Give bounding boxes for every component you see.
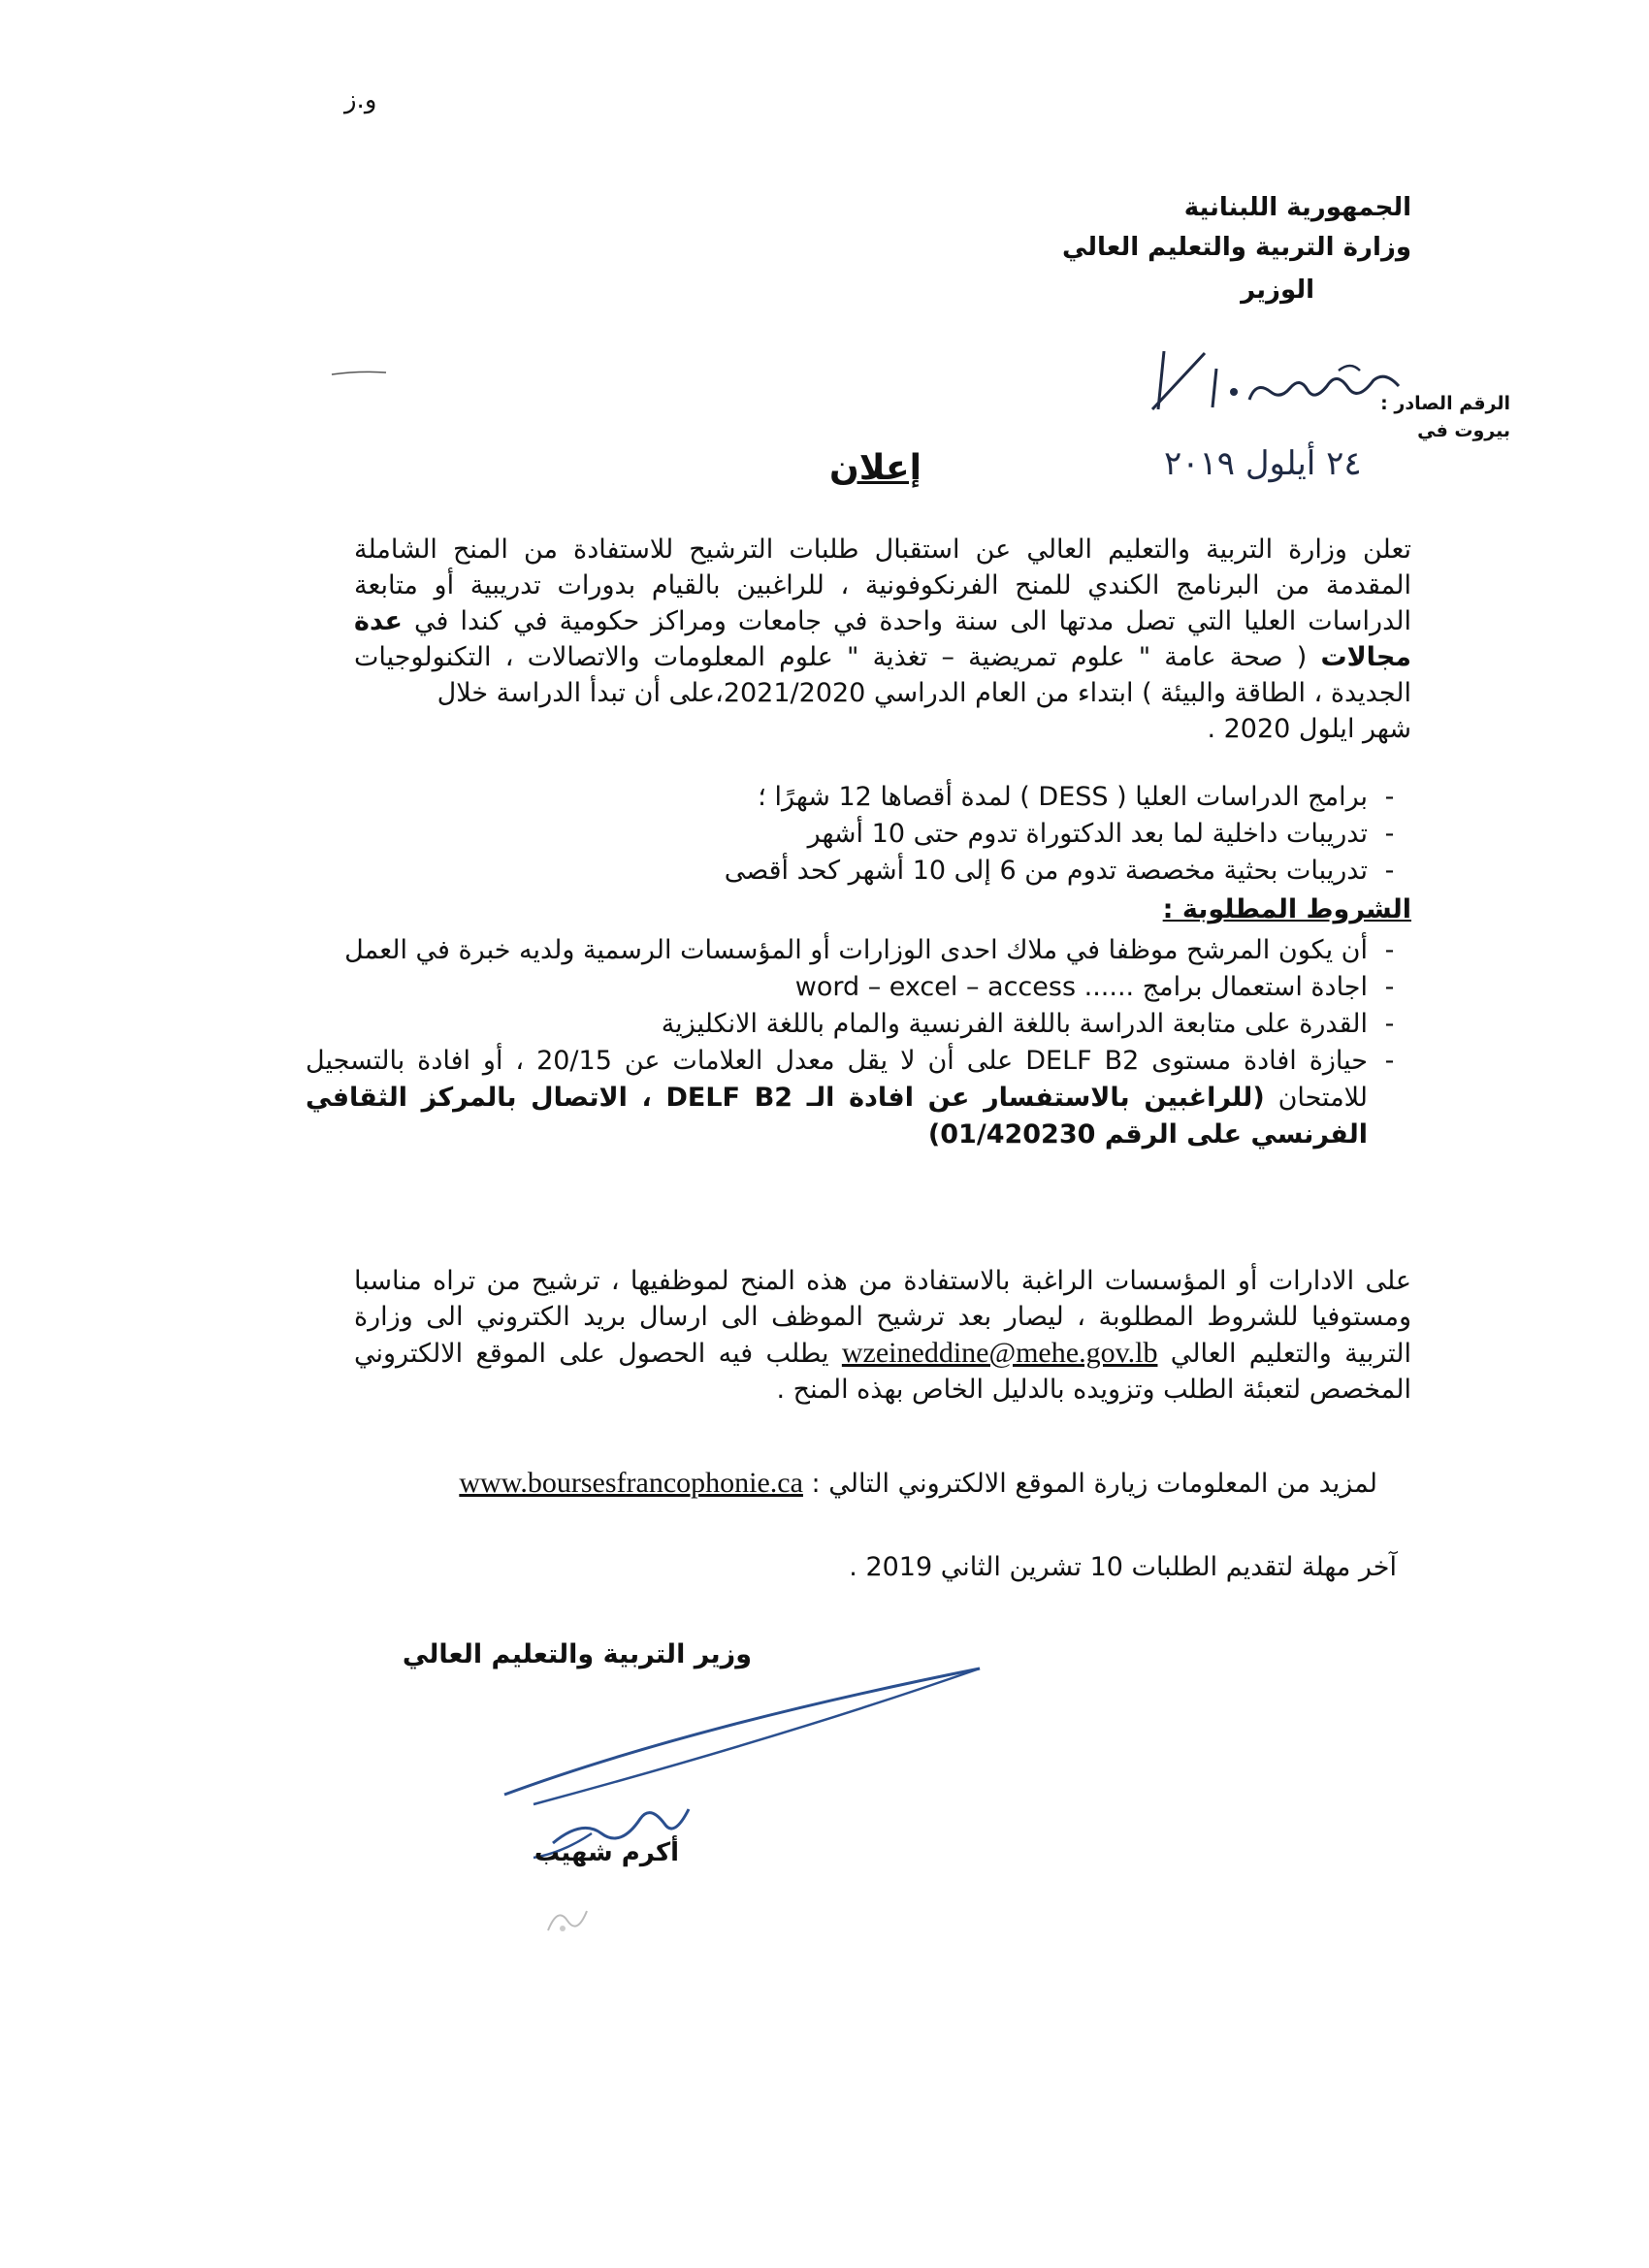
reference-label: الرقم الصادر : <box>1380 393 1510 414</box>
list-item: - اجادة استعمال برامج ...... word – excel – access <box>794 972 1395 1002</box>
conditions-list <box>306 932 1411 1153</box>
list-item: - حيازة افادة مستوى DELF B2 على أن لا يقل معدل العلامات عن 20/15 ، أو افادة بالتسجيل للامتحان (للراغبين بالاستفسار عن افادة الـ DELF B2 ، الاتصال بالمركز الثقافي الفرنسي على الرقم 01/420230) <box>306 1046 1395 1150</box>
ministry-name: وزارة التربية والتعليم العالي <box>1061 233 1411 262</box>
signature-title: وزير التربية والتعليم العالي <box>402 1639 752 1669</box>
website-link[interactable]: www.boursesfrancophonie.ca <box>459 1467 803 1499</box>
submission-paragraph <box>354 1263 1411 1408</box>
pen-mark <box>330 369 388 378</box>
website-paragraph <box>459 1467 1377 1500</box>
intro-last-line: شهر ايلول 2020 . <box>1207 714 1411 744</box>
list-item: - القدرة على متابعة الدراسة باللغة الفرنسية والمام باللغة الانكليزية <box>661 1009 1395 1039</box>
delf-text: حيازة افادة مستوى DELF B2 على أن لا يقل معدل العلامات عن 20/15 ، أو افادة بالتسجيل للامتحان <box>306 1046 1368 1113</box>
submission-text-before: على الادارات أو المؤسسات الراغبة بالاستفادة من هذه المنح لموظفيها ، ترشيح من تراه مناسبا ومستوفيا للشروط المطلوبة ، ليصار بعد ترشيح الموظف الى ارسال بريد الكتروني الى وزارة التربية والتعليم العالي <box>354 1266 1411 1369</box>
minister-title: الوزير <box>1241 275 1314 305</box>
submission-text-after: يطلب فيه الحصول على الموقع الالكتروني المخصص لتعبئة الطلب وتزويده بالدليل الخاص بهذه المنح . <box>354 1339 1411 1405</box>
republic-name: الجمهورية اللبنانية <box>1183 193 1411 222</box>
list-item: - برامج الدراسات العليا ( DESS ) لمدة أقصاها 12 شهرًا ؛ <box>758 782 1395 812</box>
initials: و.ز <box>344 85 377 114</box>
deadline-text: آخر مهلة لتقديم الطلبات 10 تشرين الثاني 2019 . <box>849 1552 1397 1582</box>
conditions-title: الشروط المطلوبة : <box>1162 894 1411 924</box>
announcement-title: إعلان <box>829 448 922 488</box>
intro-bold: عدة مجالات <box>354 606 1411 672</box>
delf-bold: (للراغبين بالاستفسار عن افادة الـ DELF B2 ، الاتصال بالمركز الثقافي الفرنسي على الرقم 01/420230) <box>306 1083 1368 1150</box>
list-item: - تدريبات داخلية لما بعد الدكتوراة تدوم حتى 10 أشهر <box>807 819 1395 849</box>
place-date-label: بيروت في <box>1417 420 1510 441</box>
intro-text: تعلن وزارة التربية والتعليم العالي عن استقبال طلبات الترشيح للاستفادة من المنح الشاملة المقدمة من البرنامج الكندي للمنح الفرنكوفونية ، للراغبين بالقيام بدورات تدريبية أو متابعة الدراسات العليا التي تصل مدتها الى سنة واحدة في جامعات ومراكز حكومية في كندا في <box>354 535 1411 636</box>
intro-text-after: ( صحة عامة " علوم تمريضية – تغذية " علوم المعلومات والاتصالات ، التكنولوجيات الجديدة ، الطاقة والبيئة ) ابتداء من العام الدراسي 2021/2020،على أن تبدأ الدراسة خلال <box>354 642 1411 708</box>
intro-paragraph <box>354 532 1411 747</box>
programs-list <box>306 779 1411 890</box>
handwritten-date: ٢٤ أيلول ٢٠١٩ <box>1164 444 1362 483</box>
email-link[interactable]: wzeineddine@mehe.gov.lb <box>841 1337 1158 1369</box>
signatory-name: أكرم شهيب <box>534 1838 679 1867</box>
list-item: - أن يكون المرشح موظفا في ملاك احدى الوزارات أو المؤسسات الرسمية ولديه خبرة في العمل <box>344 935 1395 965</box>
list-item: - تدريبات بحثية مخصصة تدوم من 6 إلى 10 أشهر كحد أقصى <box>724 856 1395 886</box>
faint-stamp-mark <box>543 1901 592 1940</box>
website-text: لمزيد من المعلومات زيارة الموقع الالكتروني التالي : <box>811 1469 1377 1499</box>
